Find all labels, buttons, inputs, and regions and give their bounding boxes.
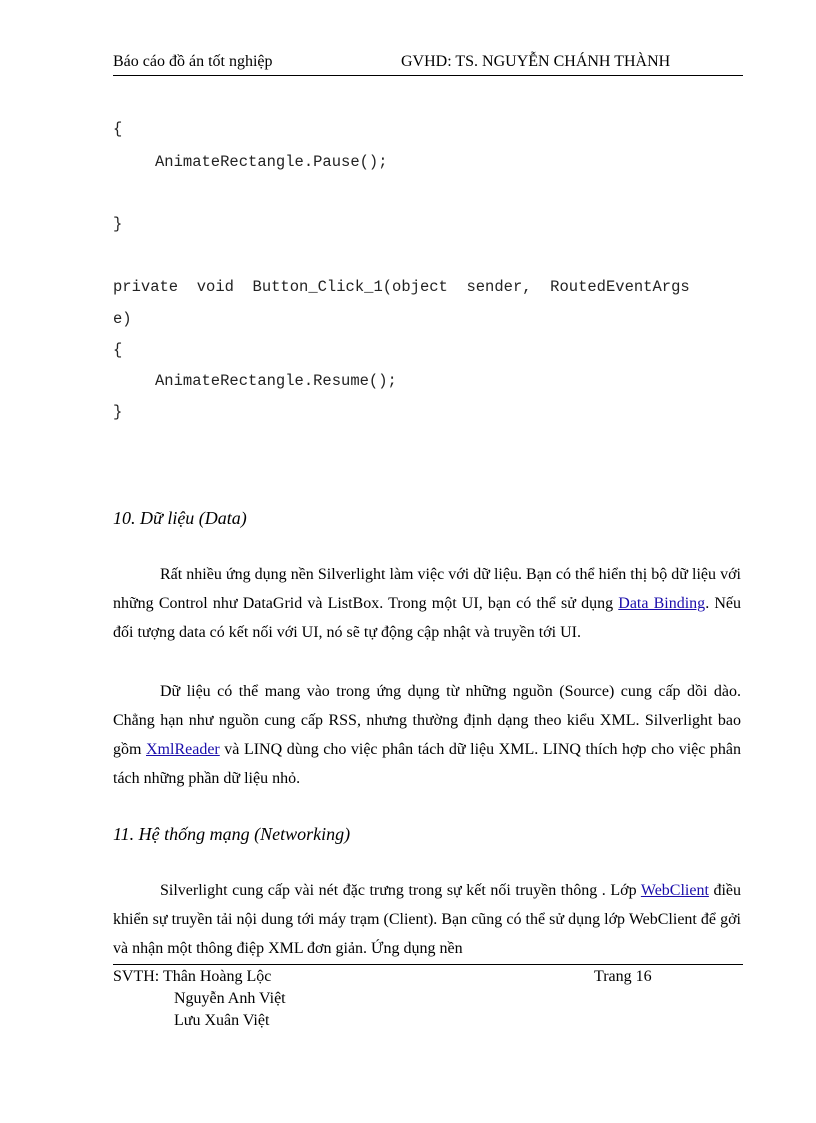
code-line-3: } — [113, 215, 123, 233]
para-text: Rất nhiều ứng dụng nền Silverlight làm việc với dữ liệu. Bạn có thể hiển thị bộ dữ liệu với những Control như DataGrid và ListBox. Trong một UI, bạn có thể sử dụng — [113, 566, 741, 612]
header-advisor: GVHD: TS. NGUYỄN CHÁNH THÀNH — [401, 53, 671, 70]
webclient-link[interactable]: WebClient — [640, 882, 709, 899]
footer-student-3: Lưu Xuân Việt — [174, 1012, 270, 1029]
para-text: Dữ liệu có thể mang vào trong ứng dụng từ những nguồn (Source) cung cấp dồi dào. Chẳng hạn như nguồn cung cấp RSS, nhưng thường định dạng theo kiểu XML. Silverlight bao gồm — [113, 683, 741, 758]
code-line-6: { — [113, 341, 123, 359]
data-binding-link[interactable]: Data Binding — [618, 595, 706, 612]
header-title: Báo cáo đồ án tốt nghiệp — [113, 53, 273, 70]
footer-page-number: Trang 16 — [594, 968, 652, 985]
section-10-paragraph-1 — [113, 560, 741, 647]
para-text: Silverlight cung cấp vài nét đặc trưng trong sự kết nối truyền thông . Lớp — [160, 882, 641, 899]
para-text: . Nếu đối tượng data có kết nối với UI, nó sẽ tự động cập nhật và truyền tới UI. — [113, 595, 741, 641]
para-text: điều khiển sự truyền tải nội dung tới máy trạm (Client). Bạn cũng có thể sử dụng lớp WebClient để gởi và nhận một thông điệp XML đơn giản. Ứng dụng nền — [113, 882, 742, 957]
section-10-heading: 10. Dữ liệu (Data) — [113, 508, 247, 528]
page-header — [113, 53, 743, 76]
code-line-2: AnimateRectangle.Pause(); — [155, 153, 388, 171]
section-11-heading: 11. Hệ thống mạng (Networking) — [113, 824, 351, 844]
xmlreader-link[interactable]: XmlReader — [146, 741, 220, 758]
footer-student-2: Nguyễn Anh Việt — [174, 990, 286, 1007]
footer-student-1: SVTH: Thân Hoàng Lộc — [113, 968, 272, 985]
code-line-7: AnimateRectangle.Resume(); — [155, 372, 397, 390]
code-line-5: e) — [113, 310, 132, 328]
section-10-paragraph-2 — [113, 677, 741, 793]
para-text: và LINQ dùng cho việc phân tách dữ liệu XML. LINQ thích hợp cho việc phân tách những phần dữ liệu nhỏ. — [113, 741, 742, 787]
code-line-8: } — [113, 403, 123, 421]
footer-divider — [113, 964, 743, 965]
code-line-4: private void Button_Click_1(object sender, RoutedEventArgs — [113, 278, 690, 296]
section-11-paragraph-1 — [113, 876, 741, 963]
code-line-1: { — [113, 120, 123, 138]
